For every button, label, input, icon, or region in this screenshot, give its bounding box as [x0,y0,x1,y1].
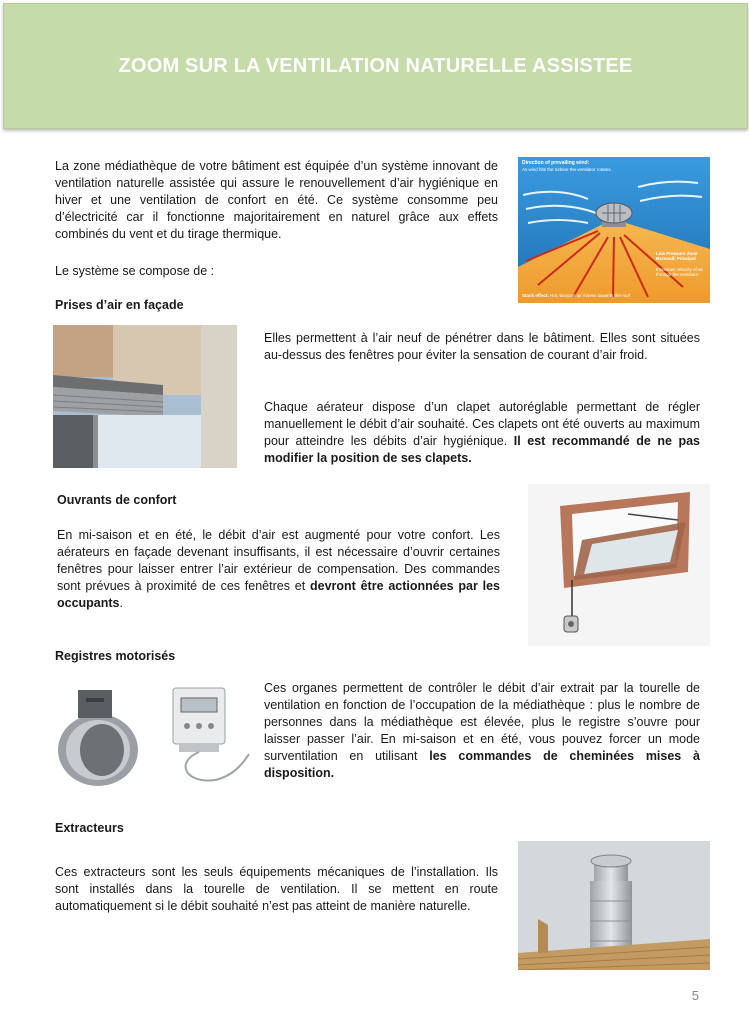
prises-recommendation: Il est recommandé de ne pas modifier la position de ses clapets. [264,434,700,465]
controller-photo [165,684,253,790]
extractor-photo [518,841,710,970]
prises-paragraph-2-text: Chaque aérateur dispose d’un clapet autoréglable permettant de régler manuellement le débit d’air souhaité. Ces clapets ont été ouverts au maximum pour atteindre les débits d’air hygiénique. [264,400,700,448]
intro-paragraph: La zone médiathèque de votre bâtiment est équipée d’un système innovant de ventilation naturelle assistée qui assure le renouvellement d’air hygiénique en hiver et une ventilation de confort en été. Ce système consomme peu d’électricité car il fonctionne majoritairement en naturel grâce aux effets combinés du vent et du tirage thermique. [55,159,498,241]
air-inlet-photo [53,325,237,468]
extracteurs-paragraph: Ces extracteurs sont les seuls équipements mécaniques de l’installation. Ils sont installés dans la tourelle de ventilation. Il se mettent en route automatiquement si le débit souhaité n’est pas atteint de manière naturelle. [55,865,498,913]
registres-paragraph [264,680,700,782]
damper-photo [52,684,142,792]
ouvrants-end: . [119,596,123,610]
title-banner [3,3,748,129]
stack-label: Stack effect: [522,293,549,298]
extracteurs-heading: Extracteurs [55,821,124,835]
registres-emphasis: les commandes de cheminées mises à disposition. [264,749,700,780]
wind-sublabel: As wind hits the turbine the ventilator rotates. [522,167,612,172]
wind-label: Direction of prevailing wind: [522,160,590,166]
prises-paragraph-2 [264,399,700,467]
registres-heading: Registres motorisés [55,649,176,663]
composition-text: Le système se compose de : [55,264,215,278]
ouvrants-text: En mi-saison et en été, le débit d’air est augmenté pour votre confort. Les aérateurs en façade devenant insuffisants, il est nécessaire d’ouvrir certaines fenêtres pour laisser entrer l’air extérieur de compensation. Des commandes sont prévues à proximité de ces fenêtres et [57,528,500,593]
window-illustration [528,484,710,646]
page-number: 5 [691,988,699,1003]
ouvrants-paragraph [57,527,500,612]
ouvrants-heading: Ouvrants de confort [57,493,177,507]
ventilation-diagram [518,157,710,303]
ouvrants-emphasis: devront être actionnées par les occupants [57,579,501,610]
stack-sublabel: Hot, buoyant air moves towards the roof [550,293,630,298]
stack-caption [522,293,630,298]
prises-paragraph-1: Elles permettent à l’air neuf de pénétrer dans le bâtiment. Elles sont situées au-dessus des fenêtres pour éviter la sensation de courant d’air froid. [264,331,700,362]
page-title: ZOOM SUR LA VENTILATION NATURELLE ASSISTEE [118,54,633,77]
prises-heading: Prises d’air en façade [55,298,184,312]
pressure-label: Low Pressure Zone Bernoulli Principal [656,251,698,261]
registres-text: Ces organes permettent de contrôler le débit d’air extrait par la tourelle de ventilation en fonction de l’occupation de la médiathèque : plus le nombre de personnes dans la médiathèque est élevée, plus le registre s’ouvre pour laisser passer l’air. En mi-saison et en été, vous pouvez forcer un mode surventilation en utilisant [264,681,700,763]
pressure-sublabel: Increases velocity of air through the ventilator [656,267,704,277]
